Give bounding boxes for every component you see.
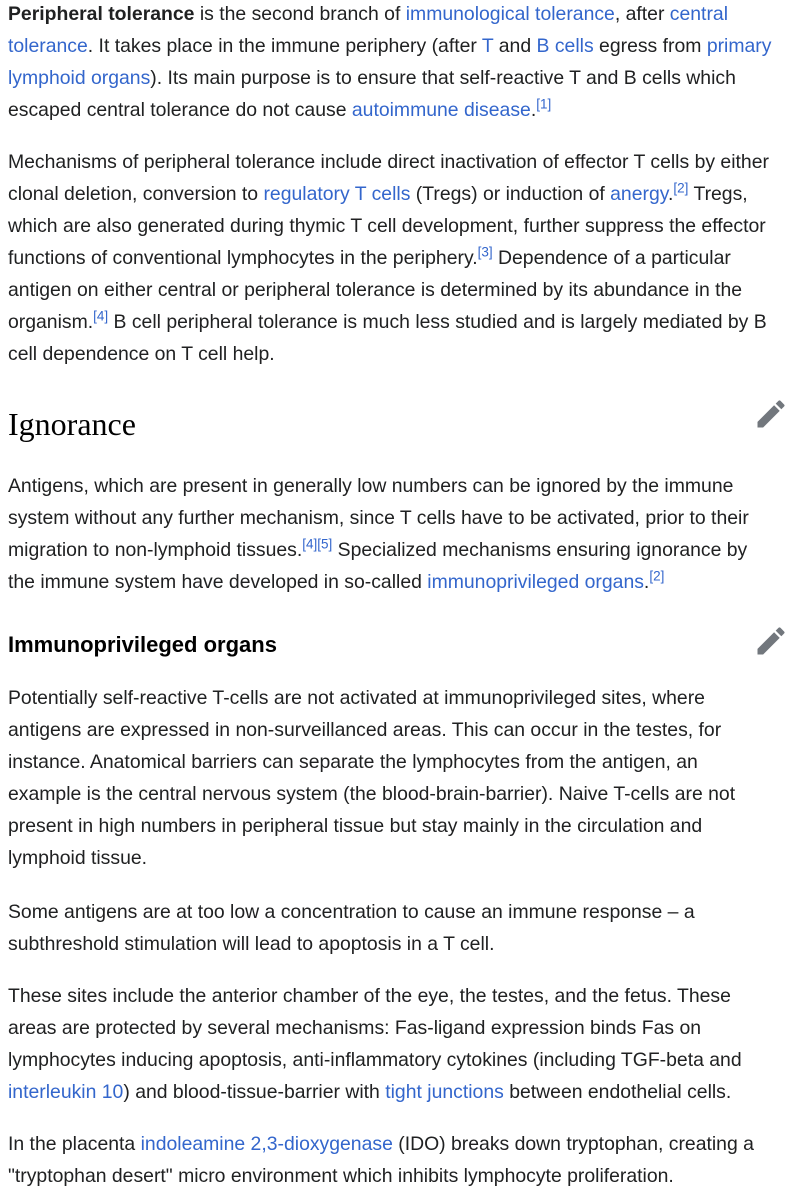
link-b-cells[interactable]: B cells <box>536 35 594 57</box>
text: lymphocytes inducing apoptosis, anti-inflammatory cytokines (including TGF-beta and <box>8 1049 742 1071</box>
text: system without any further mechanism, since T cells have to be activated, prior to their <box>8 507 749 529</box>
link-interleukin-10[interactable]: interleukin 10 <box>8 1081 124 1103</box>
text: organism. <box>8 311 94 333</box>
section-heading-ignorance: Ignorance <box>8 406 136 442</box>
link-anergy[interactable]: anergy <box>610 183 668 205</box>
text: functions of conventional lymphocytes in the periphery. <box>8 247 478 269</box>
edit-section-ignorance-button[interactable] <box>753 396 789 432</box>
reference <box>302 537 332 552</box>
text: cell dependence on T cell help. <box>8 343 275 365</box>
text: These sites include the anterior chamber of the eye, the testes, and the fetus. These <box>8 985 731 1007</box>
reference <box>536 97 551 112</box>
link-central-tolerance-cont[interactable]: tolerance <box>8 35 88 57</box>
reference <box>673 181 688 196</box>
text: Some antigens are at too low a concentration to cause an immune response – a <box>8 901 695 923</box>
reference-link-5[interactable]: [5] <box>317 536 333 552</box>
text: ) and blood-tissue-barrier with <box>123 1081 386 1103</box>
text: and <box>493 35 537 57</box>
text: egress from <box>593 35 707 57</box>
reference-link-4[interactable]: [4] <box>302 536 318 552</box>
text: example is the central nervous system (the blood-brain-barrier). Naive T-cells are not <box>8 783 736 805</box>
text: In the placenta <box>8 1133 141 1155</box>
text: which are also generated during thymic T cell development, further suppress the effector <box>8 215 766 237</box>
text: subthreshold stimulation will lead to apoptosis in a T cell. <box>8 933 495 955</box>
text: B cell peripheral tolerance is much less studied and is largely mediated by B <box>108 311 767 333</box>
reference-link-1[interactable]: [1] <box>536 96 552 112</box>
reference-link-4[interactable]: [4] <box>93 308 109 324</box>
text: Tregs, <box>688 183 748 205</box>
text: . <box>643 571 650 593</box>
text: antigens are expressed in non-surveillanced areas. This can occur in the testes, for <box>8 719 722 741</box>
text: , after <box>614 3 670 25</box>
text: escaped central tolerance do not cause <box>8 99 352 121</box>
text: clonal deletion, conversion to <box>8 183 264 205</box>
text: . <box>530 99 537 121</box>
reference <box>649 569 664 584</box>
reference <box>478 245 493 260</box>
pencil-icon <box>753 623 789 659</box>
text: migration to non-lymphoid tissues. <box>8 539 303 561</box>
bold-term: Peripheral tolerance <box>8 3 195 25</box>
text: (Tregs) or induction of <box>410 183 611 205</box>
text: "tryptophan desert" micro environment which inhibits lymphocyte proliferation. <box>8 1165 674 1187</box>
reference-link-3[interactable]: [3] <box>477 244 493 260</box>
link-indoleamine-dioxygenase[interactable]: indoleamine 2,3-dioxygenase <box>140 1133 393 1155</box>
text: Potentially self-reactive T-cells are not activated at immunoprivileged sites, where <box>8 687 705 709</box>
edit-subsection-immunoprivileged-organs-button[interactable] <box>753 623 789 659</box>
link-central-tolerance[interactable]: central <box>669 3 728 25</box>
text: . <box>668 183 674 205</box>
text: lymphoid tissue. <box>8 847 148 869</box>
text: (IDO) breaks down tryptophan, creating a <box>392 1133 754 1155</box>
subsection-heading-immunoprivileged-organs: Immunoprivileged organs <box>8 632 277 657</box>
text: areas are protected by several mechanisms: Fas-ligand expression binds Fas on <box>8 1017 702 1039</box>
text: is the second branch of <box>194 3 406 25</box>
link-primary-lymphoid-organs-cont[interactable]: lymphoid organs <box>8 67 151 89</box>
text: . It takes place in the immune periphery (after <box>87 35 482 57</box>
reference-link-2[interactable]: [2] <box>649 568 665 584</box>
reference-link-2[interactable]: [2] <box>673 180 689 196</box>
link-autoimmune-disease[interactable]: autoimmune disease <box>351 99 531 121</box>
text: Antigens, which are present in generally low numbers can be ignored by the immune <box>8 475 734 497</box>
text: the immune system have developed in so-called <box>8 571 428 593</box>
text: instance. Anatomical barriers can separate the lymphocytes from the antigen, an <box>8 751 698 773</box>
text: Mechanisms of peripheral tolerance include direct inactivation of effector T cells by either <box>8 151 769 173</box>
text: ). Its main purpose is to ensure that self-reactive T and B cells which <box>150 67 736 89</box>
link-tight-junctions[interactable]: tight junctions <box>385 1081 504 1103</box>
text: antigen on either central or peripheral tolerance is determined by its abundance in the <box>8 279 743 301</box>
text: Dependence of a particular <box>492 247 731 269</box>
text: present in high numbers in peripheral tissue but stay mainly in the circulation and <box>8 815 703 837</box>
link-immunoprivileged-organs[interactable]: immunoprivileged organs <box>427 571 644 593</box>
pencil-icon <box>753 396 789 432</box>
text: Specialized mechanisms ensuring ignorance by <box>332 539 748 561</box>
link-primary-lymphoid-organs[interactable]: primary <box>706 35 772 57</box>
link-t-cells[interactable]: T <box>481 35 494 57</box>
link-regulatory-t-cells[interactable]: regulatory T cells <box>263 183 411 205</box>
reference <box>93 309 108 324</box>
link-immunological-tolerance[interactable]: immunological tolerance <box>405 3 615 25</box>
text: between endothelial cells. <box>503 1081 732 1103</box>
